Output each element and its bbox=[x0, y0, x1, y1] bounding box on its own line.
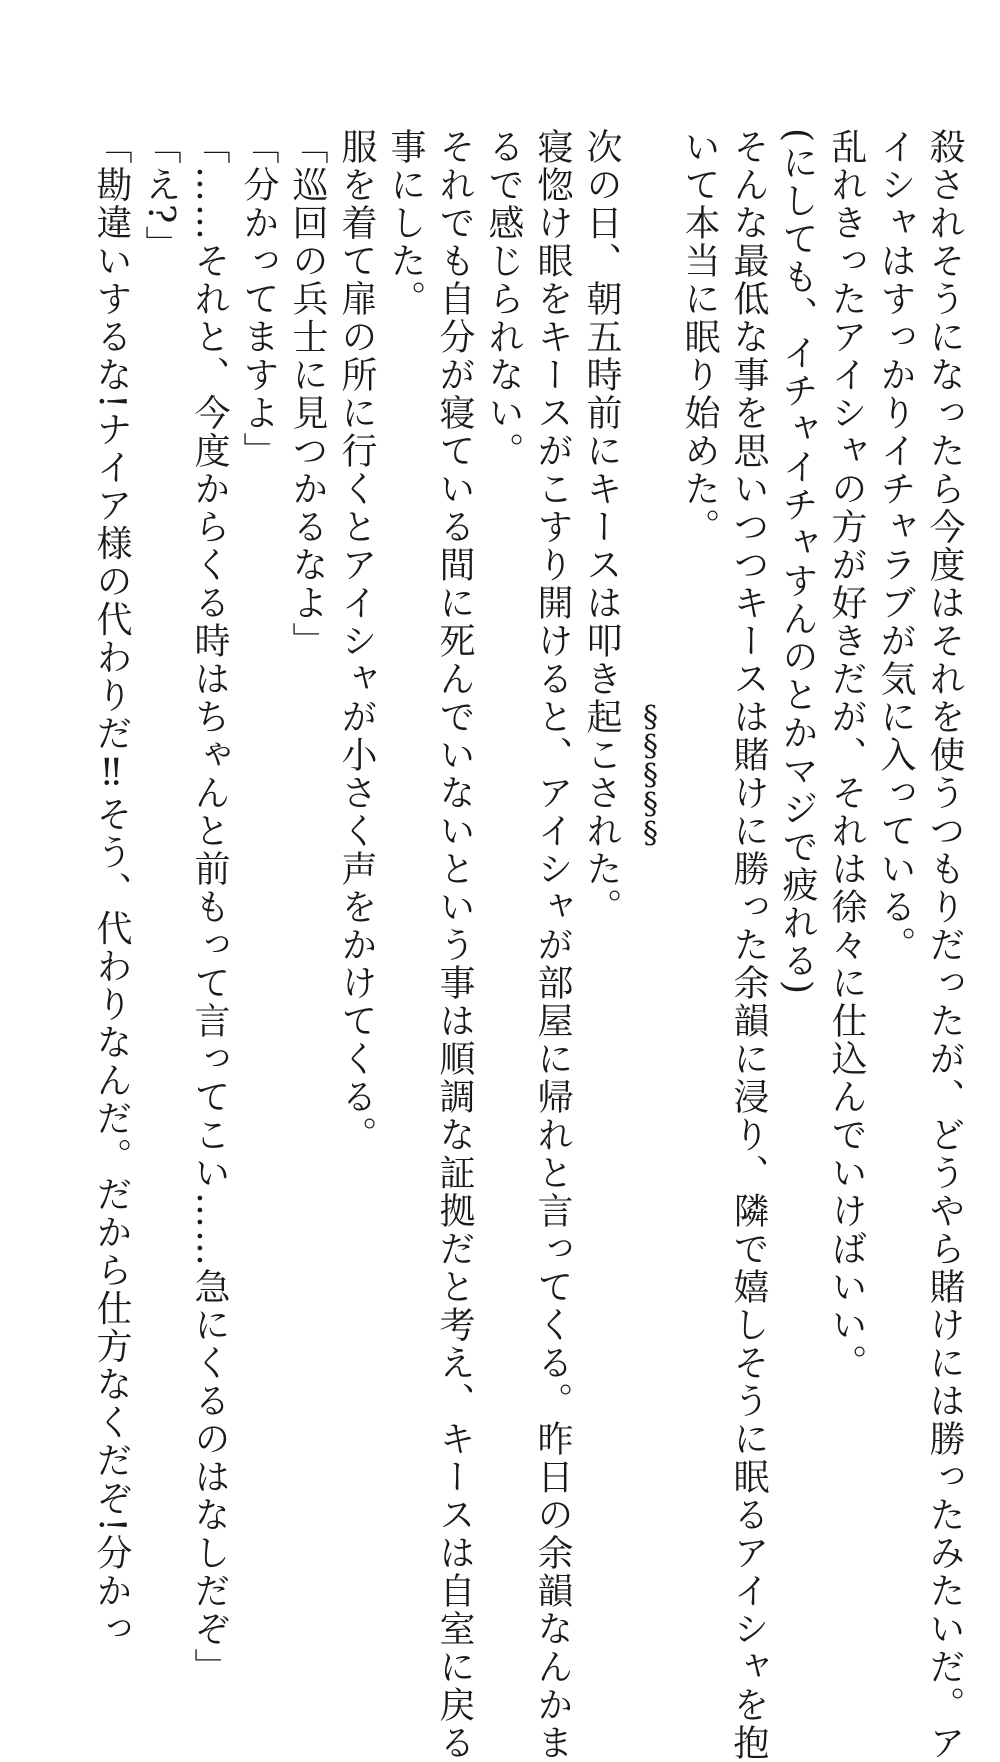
text-line: イシャはすっかりイチャラブが気に入っている。 bbox=[875, 128, 916, 964]
dialogue-line: 「巡回の兵士に見つかるなよ」 bbox=[287, 128, 328, 660]
text-line: そんな最低な事を思いつつキースは賭けに勝った余韻に浸り、隣で嬉しそうに眠るアイシャを抱 bbox=[728, 128, 769, 1762]
section-separator: §§§§§ bbox=[633, 700, 668, 845]
text-line: 次の日、朝五時前にキースは叩き起こされた。 bbox=[581, 128, 622, 926]
text-line: (にしても、イチャイチャすんのとかマジで疲れる) bbox=[777, 128, 818, 997]
dialogue-line: 「え?」 bbox=[140, 128, 181, 264]
text-line: 服を着て扉の所に行くとアイシャが小さく声をかけてくる。 bbox=[336, 128, 377, 1154]
text-line: 乱れきったアイシャの方が好きだが、それは徐々に仕込んでいけばいい。 bbox=[826, 128, 867, 1382]
text-line: いて本当に眠り始めた。 bbox=[679, 128, 720, 546]
dialogue-line: 「勘違いするな!ナイア様の代わりだ‼そう、代わりなんだ。だから仕方なくだぞ!分かっ bbox=[91, 128, 132, 1648]
text-line: るで感じられない。 bbox=[483, 128, 524, 470]
text-line: 寝惚け眼をキースがこすり開けると、アイシャが部屋に帰れと言ってくる。昨日の余韻なんかま bbox=[532, 128, 573, 1762]
text-line: 事にした。 bbox=[385, 128, 426, 318]
dialogue-line: 「分かってますよ」 bbox=[238, 128, 279, 470]
text-line: それでも自分が寝ている間に死んでいないという事は順調な証拠だと考え、キースは自室に戻る bbox=[434, 128, 475, 1762]
dialogue-line: 「……それと、今度からくる時はちゃんと前もって言ってこい……急にくるのはなしだぞ」 bbox=[189, 128, 230, 1686]
text-line: 殺されそうになったら今度はそれを使うつもりだったが、どうやら賭けには勝ったみたいだ。ア bbox=[924, 128, 965, 1762]
